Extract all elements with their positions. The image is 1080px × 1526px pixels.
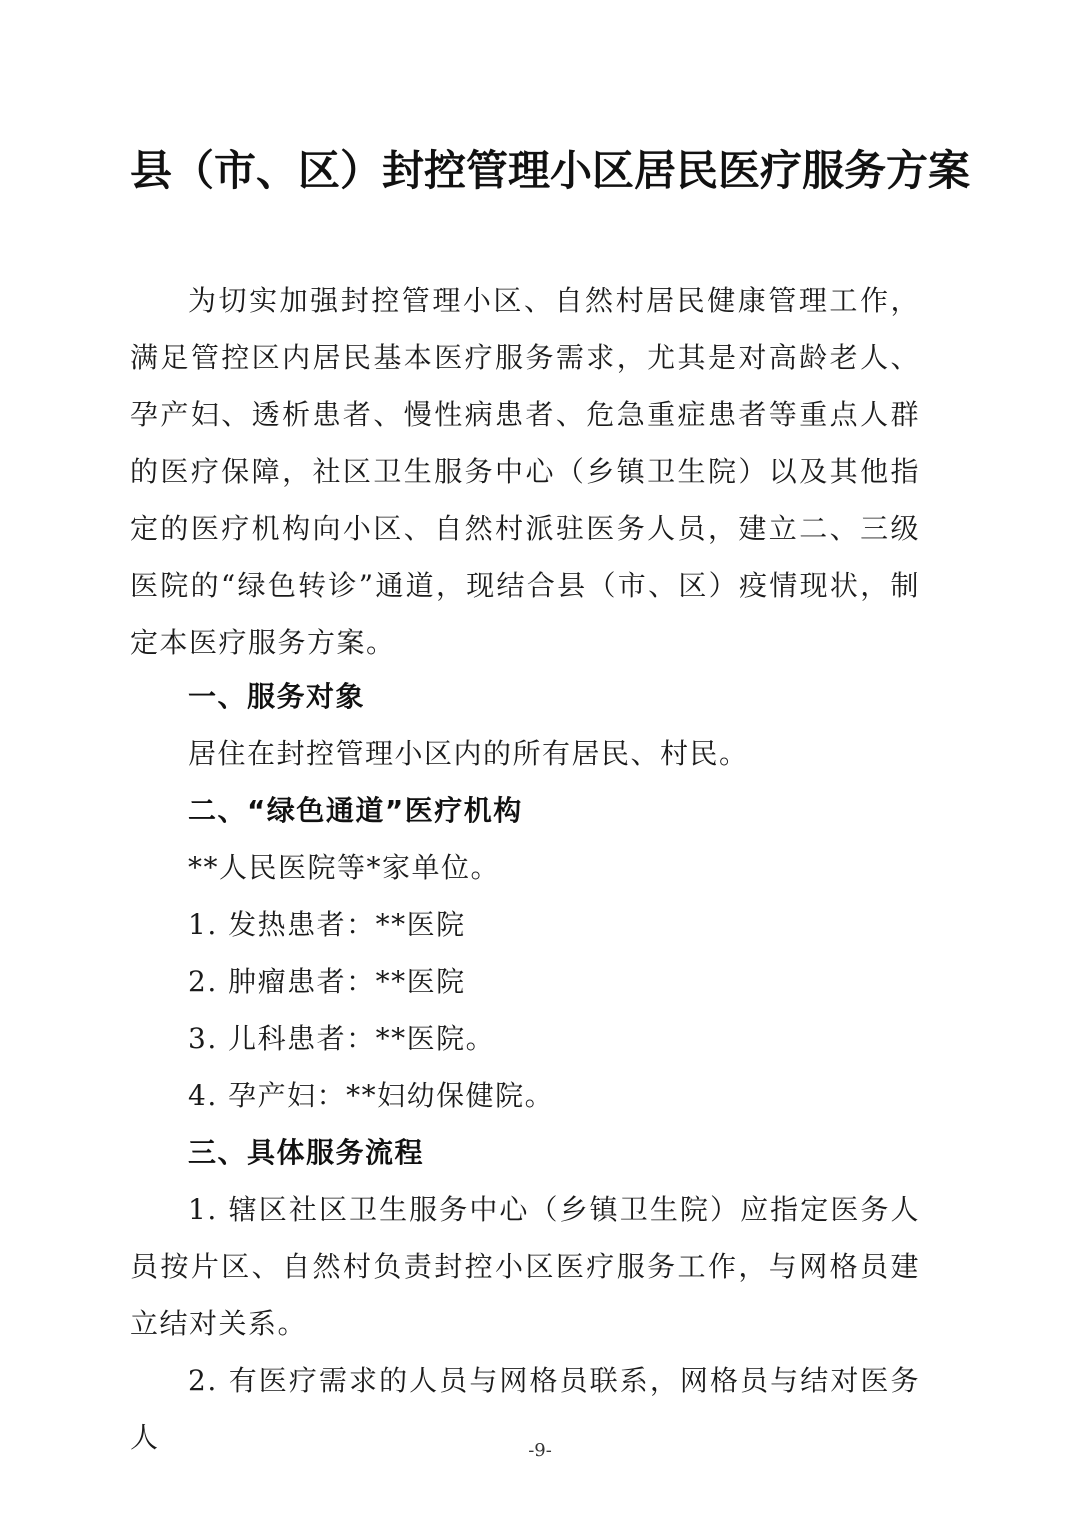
- document-title: 县（市、区）封控管理小区居民医疗服务方案: [130, 146, 971, 195]
- section3-item2-text: 2. 有医疗需求的人员与网格员联系，网格员与结对医务人: [130, 1364, 920, 1454]
- list-item: 1. 发热患者：**医院: [188, 908, 466, 941]
- list-item: 4. 孕产妇：**妇幼保健院。: [188, 1079, 555, 1112]
- section3-heading: 三、具体服务流程: [188, 1136, 425, 1169]
- list-item: 3. 儿科患者：**医院。: [188, 1022, 496, 1055]
- list-item: 2. 肿瘤患者：**医院: [188, 965, 466, 998]
- section1-text: 居住在封控管理小区内的所有居民、村民。: [188, 737, 749, 770]
- intro-paragraph: [130, 272, 920, 671]
- section2-text: **人民医院等*家单位。: [188, 851, 501, 884]
- section3-item1-text: 1. 辖区社区卫生服务中心（乡镇卫生院）应指定医务人员按片区、自然村负责封控小区医疗服务工作，与网格员建立结对关系。: [130, 1193, 920, 1340]
- section1-heading: 一、服务对象: [188, 680, 366, 713]
- section3-item1: [130, 1181, 920, 1352]
- page-number: -9-: [528, 1440, 552, 1461]
- section2-heading: 二、“绿色通道”医疗机构: [188, 794, 523, 827]
- intro-text: 为切实加强封控管理小区、自然村居民健康管理工作，满足管控区内居民基本医疗服务需求，尤其是对高龄老人、孕产妇、透析患者、慢性病患者、危急重症患者等重点人群的医疗保障，社区卫生服务中心（乡镇卫生院）以及其他指定的医疗机构向小区、自然村派驻医务人员，建立二、三级医院的“绿色转诊”通道，现结合县（市、区）疫情现状，制定本医疗服务方案。: [130, 284, 920, 659]
